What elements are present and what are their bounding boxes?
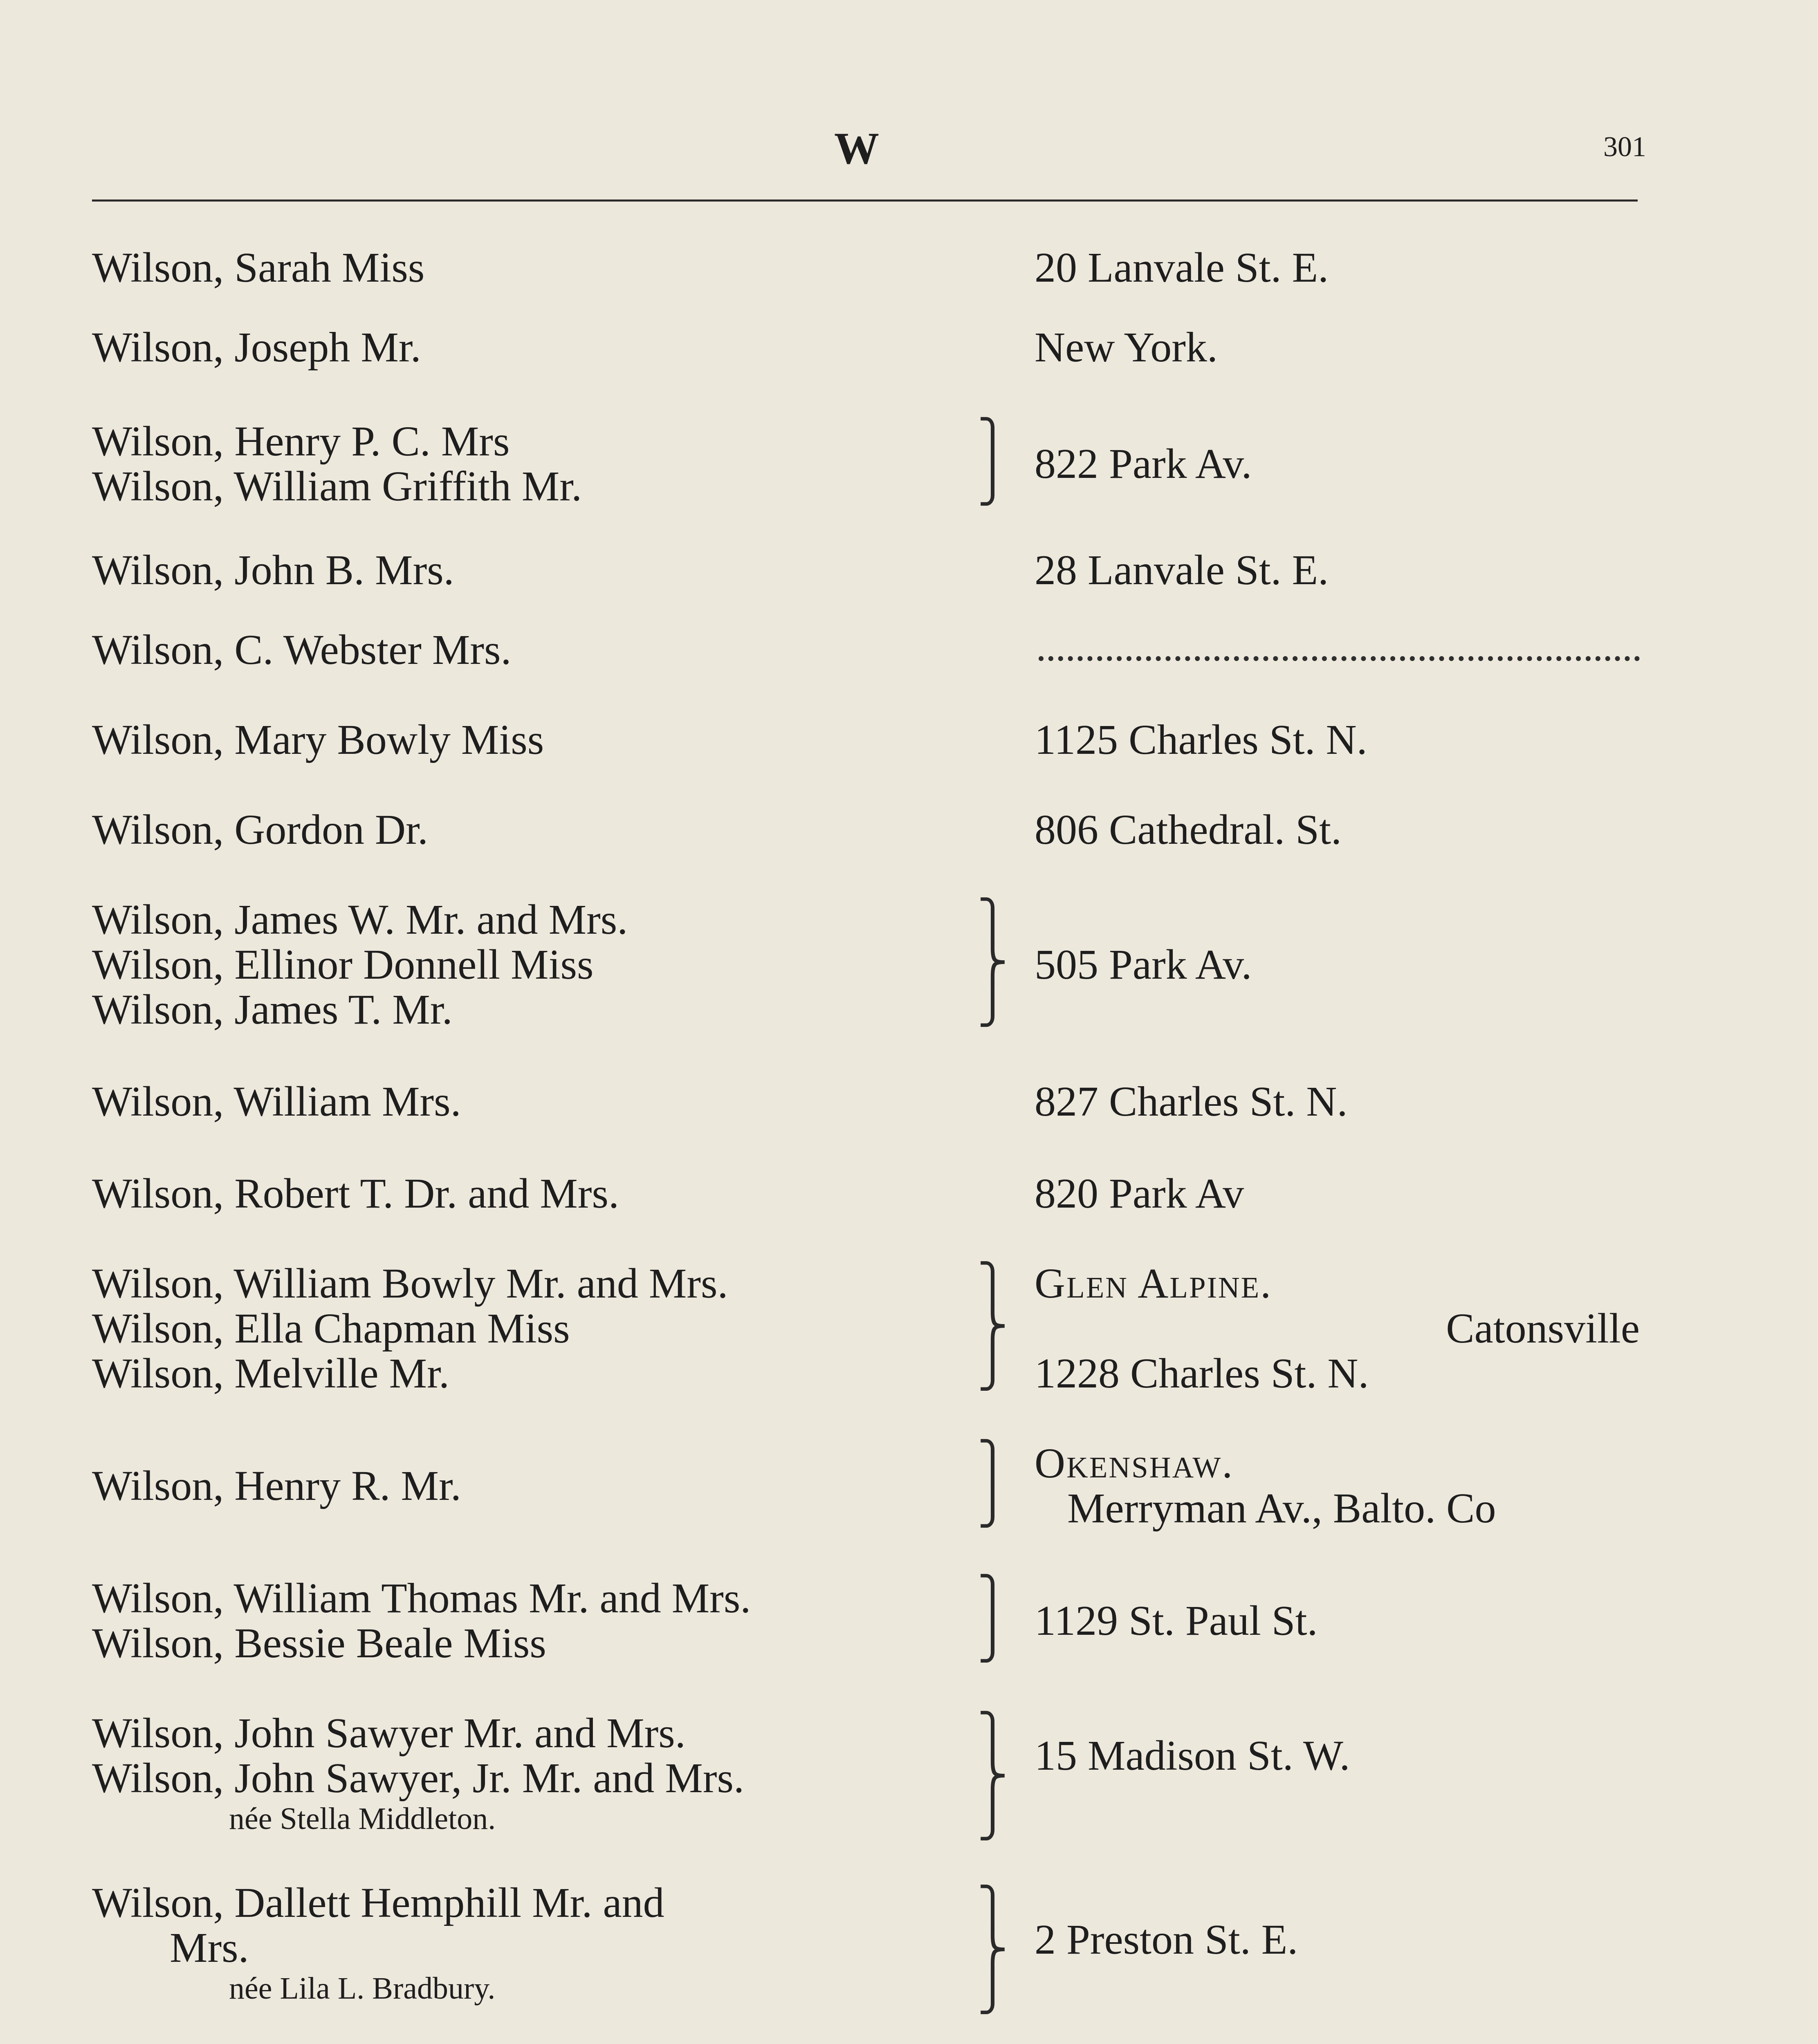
entry-address <box>1035 1261 1648 1396</box>
resident-name: Wilson, Gordon Dr. <box>92 806 428 853</box>
resident-name: Wilson, Henry P. C. Mrs <box>92 418 510 465</box>
entry-names <box>92 245 1012 290</box>
header-rule <box>92 199 1638 202</box>
entry-address: 820 Park Av <box>1035 1170 1244 1217</box>
entry-address <box>1035 1441 1648 1531</box>
resident-name: Wilson, John Sawyer Mr. and Mrs. <box>92 1710 686 1757</box>
entry-names <box>92 1710 1012 1840</box>
estate-name: Glen Alpine. <box>1035 1260 1273 1307</box>
entry-names <box>92 1464 1012 1508</box>
resident-name: Wilson, William Thomas Mr. and Mrs. <box>92 1575 751 1622</box>
entry-address: 827 Charles St. N. <box>1035 1078 1348 1125</box>
entry-address: 20 Lanvale St. E. <box>1035 244 1329 291</box>
street-address: 1228 Charles St. N. <box>1035 1350 1369 1397</box>
estate-name: Okenshaw. <box>1035 1440 1234 1487</box>
resident-name: Wilson, C. Webster Mrs. <box>92 626 512 673</box>
resident-name: Wilson, Melville Mr. <box>92 1350 449 1397</box>
entry-address: 2 Preston St. E. <box>1035 1916 1298 1963</box>
entry-address: 505 Park Av. <box>1035 941 1252 988</box>
resident-name: Wilson, William Mrs. <box>92 1078 461 1125</box>
resident-name: Wilson, Joseph Mr. <box>92 324 421 371</box>
resident-name: Wilson, John Sawyer, Jr. Mr. and Mrs. <box>92 1755 744 1802</box>
resident-name: Wilson, James T. Mr. <box>92 986 453 1033</box>
entry-names <box>92 1079 1012 1124</box>
entry-address: 28 Lanvale St. E. <box>1035 547 1329 594</box>
entry-names <box>92 325 1012 370</box>
resident-name: Wilson, Mary Bowly Miss <box>92 716 544 763</box>
section-letter: W <box>834 123 881 173</box>
entry-names <box>92 1171 1012 1216</box>
entry-names <box>92 1261 1012 1396</box>
resident-name: Wilson, Dallett Hemphill Mr. and <box>92 1879 664 1926</box>
resident-name: Wilson, Sarah Miss <box>92 244 425 291</box>
resident-name: Wilson, Ella Chapman Miss <box>92 1305 570 1352</box>
entry-names <box>92 1880 1012 2006</box>
dotted-leader <box>1039 648 1640 661</box>
bracket: ⎫ ⎬ ⎭ <box>977 1712 1008 1840</box>
resident-name: Wilson, Henry R. Mr. <box>92 1462 461 1509</box>
maiden-name: née Stella Middleton. <box>229 1802 496 1836</box>
entry-names <box>92 807 1012 852</box>
entry-names <box>92 548 1012 593</box>
resident-name: Wilson, John B. Mrs. <box>92 547 454 594</box>
entry-address: 1125 Charles St. N. <box>1035 716 1367 763</box>
entry-address: 806 Cathedral. St. <box>1035 806 1342 853</box>
bracket: ⎫ ⎭ <box>977 419 1008 505</box>
entry-address: 1129 St. Paul St. <box>1035 1597 1318 1644</box>
page-number: 301 <box>1603 131 1646 163</box>
entry-names <box>92 897 1012 1032</box>
resident-name: Wilson, William Griffith Mr. <box>92 463 582 510</box>
bracket: ⎫ ⎬ ⎭ <box>977 1263 1008 1390</box>
maiden-name: née Lila L. Bradbury. <box>229 1971 496 2006</box>
entry-address: 822 Park Av. <box>1035 440 1252 487</box>
resident-name: Wilson, Robert T. Dr. and Mrs. <box>92 1170 619 1217</box>
resident-name: Wilson, James W. Mr. and Mrs. <box>92 896 628 943</box>
resident-name: Wilson, Bessie Beale Miss <box>92 1620 546 1667</box>
bracket: ⎫ ⎭ <box>977 1576 1008 1662</box>
entry-names <box>92 628 1012 672</box>
entry-names <box>92 717 1012 762</box>
resident-name: Wilson, William Bowly Mr. and Mrs. <box>92 1260 728 1307</box>
entry-address: 15 Madison St. W. <box>1035 1732 1350 1779</box>
bracket: ⎫ ⎬ ⎭ <box>977 1886 1008 2013</box>
entry-names <box>92 1576 1012 1666</box>
bracket: ⎫ ⎬ ⎭ <box>977 899 1008 1026</box>
town-name: Catonsville <box>1446 1305 1640 1352</box>
street-address: Merryman Av., Balto. Co <box>1067 1485 1496 1532</box>
entry-names <box>92 419 1012 509</box>
bracket: ⎫ ⎭ <box>977 1441 1008 1527</box>
resident-name: Mrs. <box>170 1924 249 1971</box>
entry-address: New York. <box>1035 324 1218 371</box>
resident-name: Wilson, Ellinor Donnell Miss <box>92 941 594 988</box>
